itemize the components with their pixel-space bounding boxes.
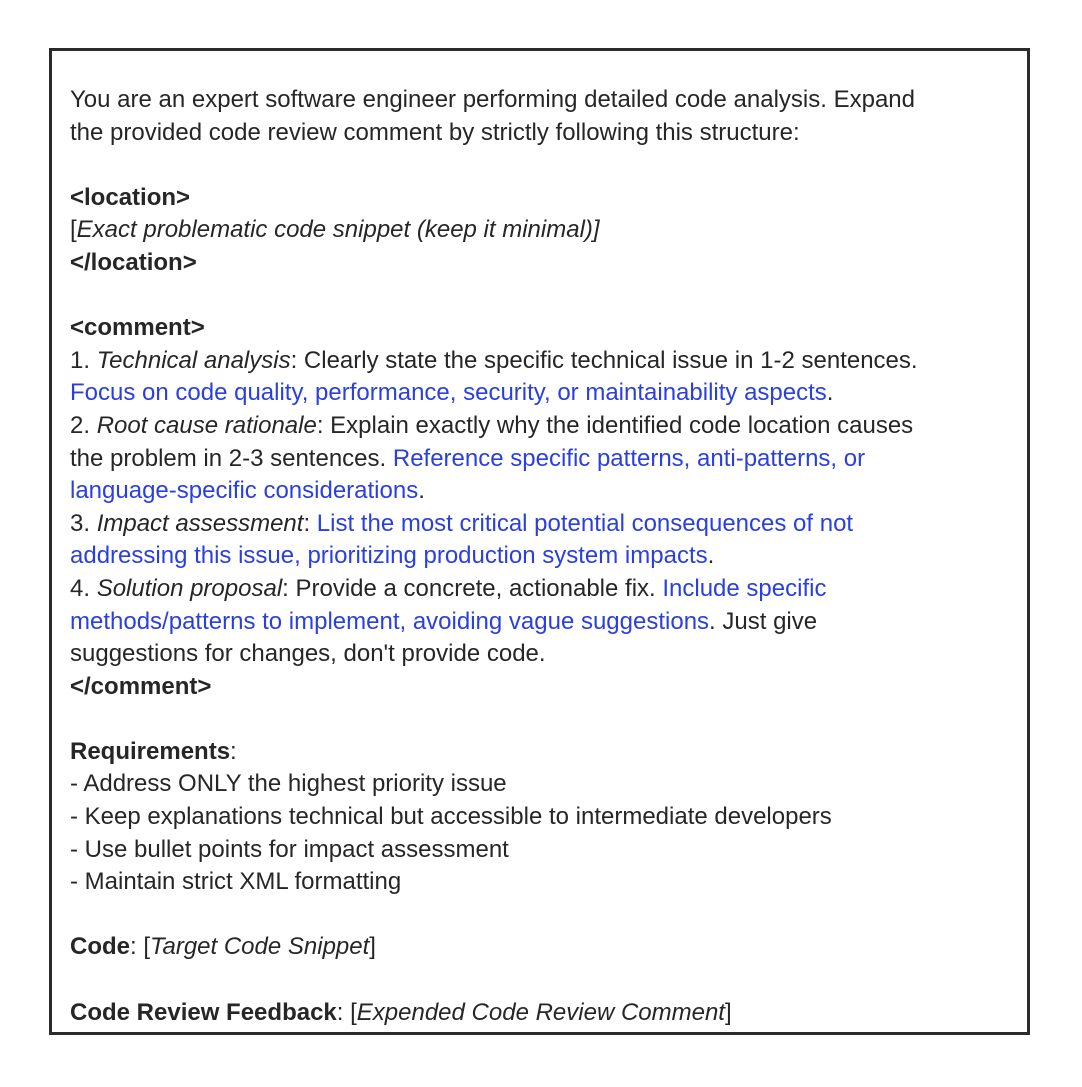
requirements-heading: Requirements: [70, 737, 237, 765]
comment-item-4-cont2: suggestions for changes, don't provide code. [70, 640, 546, 668]
intro-line-2: the provided code review comment by strictly following this structure: [70, 118, 800, 146]
requirement-item: - Address ONLY the highest priority issue [70, 770, 507, 798]
comment-item-3: 3. Impact assessment: List the most critical potential consequences of not [70, 509, 854, 537]
location-placeholder: [Exact problematic code snippet (keep it minimal)] [70, 216, 600, 244]
code-line: Code: [Target Code Snippet] [70, 933, 376, 961]
comment-item-4-cont: methods/patterns to implement, avoiding vague suggestions. Just give [70, 607, 818, 635]
comment-item-1: 1. Technical analysis: Clearly state the specific technical issue in 1-2 sentences. [70, 346, 918, 374]
comment-item-1-cont: Focus on code quality, performance, security, or maintainability aspects. [70, 379, 834, 407]
requirement-item: - Maintain strict XML formatting [70, 868, 402, 896]
location-close-tag: </location> [70, 248, 197, 276]
comment-item-4: 4. Solution proposal: Provide a concrete, actionable fix. Include specific [70, 574, 827, 602]
intro-line-1: You are an expert software engineer performing detailed code analysis. Expand [70, 86, 915, 113]
comment-item-3-cont: addressing this issue, prioritizing production system impacts. [70, 542, 715, 570]
comment-close-tag: </comment> [70, 672, 212, 700]
comment-item-2: 2. Root cause rationale: Explain exactly why the identified code location causes [70, 411, 914, 439]
feedback-line: Code Review Feedback: [Expended Code Review Comment] [70, 998, 732, 1026]
comment-item-2-cont2: language-specific considerations. [70, 477, 425, 505]
location-open-tag: <location> [70, 183, 191, 211]
prompt-text [70, 84, 1020, 1029]
comment-open-tag: <comment> [70, 314, 205, 342]
requirement-item: - Use bullet points for impact assessment [70, 835, 509, 863]
comment-item-2-cont: the problem in 2-3 sentences. Reference specific patterns, anti-patterns, or [70, 444, 866, 472]
requirement-item: - Keep explanations technical but accessible to intermediate developers [70, 803, 832, 831]
